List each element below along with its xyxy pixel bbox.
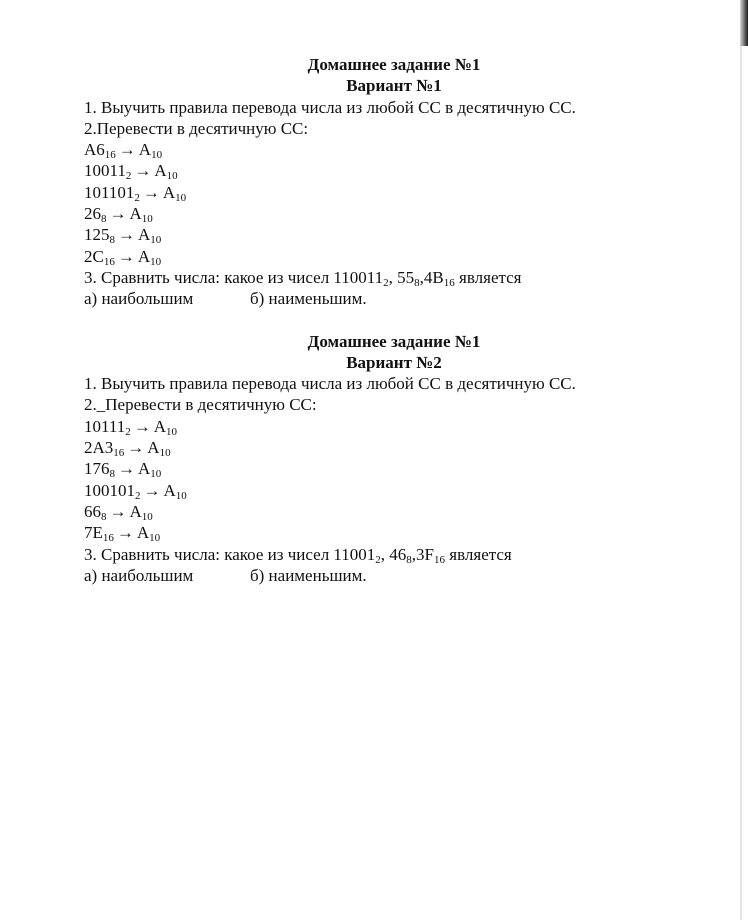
conversion-item	[84, 416, 664, 437]
arrow-icon: →	[118, 225, 135, 245]
number: 2C	[84, 246, 104, 266]
task-3-prefix: 3. Сравнить числа: какое из чисел	[84, 267, 334, 287]
conversion-item	[84, 522, 664, 543]
homework-title: Домашнее задание №1	[307, 55, 481, 74]
target-base: 10	[175, 191, 187, 204]
target-base: 10	[150, 234, 162, 247]
separator: ,	[411, 544, 417, 564]
option-b: б) наименьшим.	[250, 565, 367, 585]
number: 66	[84, 501, 101, 521]
compare-base: 16	[443, 276, 455, 289]
variant-title: Вариант №2	[346, 352, 442, 372]
arrow-icon: →	[109, 501, 127, 521]
arrow-icon: →	[127, 438, 145, 458]
compare-base: 16	[434, 553, 446, 566]
target-letter: A	[154, 161, 167, 181]
compare-number: 11001	[333, 544, 376, 564]
conversion-item	[84, 203, 664, 224]
conversion-item	[84, 160, 664, 181]
answer-options	[84, 565, 664, 586]
conversion-item	[84, 246, 664, 267]
base: 8	[101, 213, 107, 226]
target-base: 10	[141, 213, 153, 226]
base: 2	[125, 425, 131, 438]
base: 16	[103, 255, 115, 268]
base: 16	[113, 447, 125, 460]
base: 16	[104, 149, 116, 162]
number: 26	[84, 204, 101, 224]
number: 125	[84, 225, 110, 245]
task-2: 2.Перевести в десятичную СС:	[84, 118, 309, 138]
arrow-icon: →	[109, 204, 127, 224]
number: 176	[84, 459, 110, 479]
target-letter: A	[129, 501, 142, 521]
target-letter: A	[147, 438, 160, 458]
task-3-prefix: 3. Сравнить числа: какое из чисел	[84, 544, 334, 564]
homework-title: Домашнее задание №1	[307, 331, 481, 351]
task-3	[84, 267, 664, 288]
target-letter: A	[136, 523, 150, 543]
page-edge	[740, 0, 742, 920]
number: 100101	[84, 480, 135, 500]
base: 8	[109, 468, 115, 481]
target-base: 10	[166, 425, 178, 438]
task-2: 2._Перевести в десятичную СС:	[84, 395, 317, 415]
task-1: 1. Выучить правила перевода числа из любой СС в десятичную СС.	[84, 97, 576, 117]
target-base: 10	[150, 468, 162, 481]
homework-sheet	[84, 54, 664, 586]
compare-base: 2	[383, 276, 389, 289]
compare-number: 3F	[416, 544, 435, 564]
task-3	[84, 544, 664, 565]
target-letter: A	[138, 225, 151, 245]
conversion-item	[84, 437, 664, 458]
option-a: а) наибольшим	[84, 565, 194, 585]
target-base: 10	[150, 255, 162, 268]
compare-number: 55	[397, 267, 415, 287]
target-letter: A	[129, 204, 142, 224]
base: 2	[125, 170, 132, 183]
task-3-suffix: является	[454, 267, 522, 287]
number: 2A3	[84, 438, 114, 458]
conversion-item	[84, 139, 664, 160]
target-letter: A	[137, 246, 151, 266]
arrow-icon: →	[142, 182, 160, 202]
conversion-item	[84, 458, 664, 479]
base: 8	[101, 510, 107, 523]
arrow-icon: →	[118, 459, 135, 479]
variant-title: Вариант №1	[346, 76, 442, 96]
number: 10011	[84, 161, 126, 181]
arrow-icon: →	[143, 480, 161, 500]
page-edge-shadow	[740, 0, 748, 46]
target-letter: A	[162, 182, 176, 202]
number: A6	[84, 140, 105, 160]
base: 2	[135, 489, 141, 502]
target-letter: A	[153, 416, 167, 436]
conversion-item	[84, 182, 664, 203]
base: 8	[109, 234, 115, 247]
task-1: 1. Выучить правила перевода числа из любой СС в десятичную СС.	[84, 374, 576, 394]
target-base: 10	[151, 149, 163, 162]
conversion-item	[84, 224, 664, 245]
separator: ,	[380, 544, 390, 564]
target-base: 10	[159, 447, 171, 460]
separator: ,	[419, 267, 424, 287]
arrow-icon: →	[118, 140, 136, 160]
number: 10111	[84, 416, 126, 436]
task-3-suffix: является	[445, 544, 512, 564]
compare-number: 46	[389, 544, 407, 564]
arrow-icon: →	[116, 523, 134, 543]
answer-options	[84, 288, 664, 309]
target-letter: A	[138, 140, 152, 160]
variant-2	[84, 331, 664, 587]
separator: ,	[388, 267, 398, 287]
arrow-icon: →	[133, 416, 151, 436]
number: 101101	[84, 182, 135, 202]
compare-number: 4B	[423, 267, 444, 287]
base: 16	[102, 532, 114, 545]
compare-base: 8	[414, 276, 420, 289]
variant-1	[84, 54, 664, 310]
conversion-item	[84, 480, 664, 501]
arrow-icon: →	[117, 246, 135, 266]
target-base: 10	[141, 510, 153, 523]
conversion-item	[84, 501, 664, 522]
target-base: 10	[175, 489, 187, 502]
number: 7E	[84, 523, 103, 543]
target-base: 10	[166, 170, 178, 183]
compare-number: 110011	[333, 267, 384, 287]
option-a: а) наибольшим	[84, 289, 194, 309]
compare-base: 8	[406, 553, 412, 566]
arrow-icon: →	[134, 161, 152, 181]
compare-base: 2	[375, 553, 381, 566]
target-letter: A	[163, 480, 176, 500]
target-base: 10	[149, 532, 161, 545]
target-letter: A	[138, 459, 151, 479]
option-b: б) наименьшим.	[250, 289, 367, 309]
base: 2	[134, 191, 140, 204]
